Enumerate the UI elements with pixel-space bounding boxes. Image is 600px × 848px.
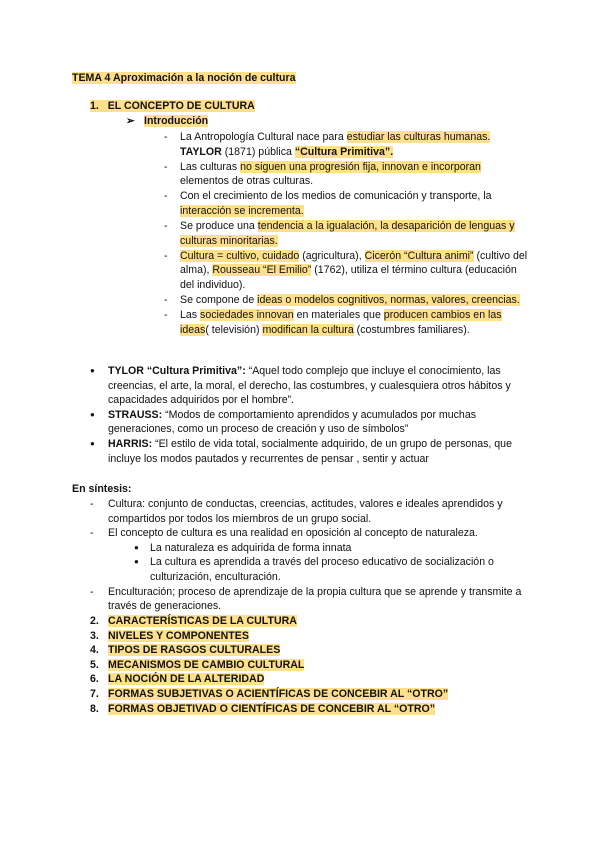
intro-list (162, 130, 532, 338)
synthesis-heading: En síntesis: (72, 483, 132, 495)
definition-taylor: ● TYLOR “Cultura Primitiva”: “Aquel todo complejo que incluye el conocimiento, las creencias, el arte, la moral, el derecho, las costumbres, y cualesquiera otros hábitos y capacidades adquiridos por el hombre”. (90, 364, 530, 408)
section-heading: 6. LA NOCIÓN DE LA ALTERIDAD (90, 673, 265, 686)
definition-strauss: ● STRAUSS: “Modos de comportamiento aprendidos y acumulados por muchas generaciones, como un proceso de creación y uso de símbolos” (90, 408, 530, 437)
list-item: - Las sociedades innovan en materiales que producen cambios en las ideas( televisión) modifican la cultura (costumbres familiares). (162, 308, 532, 337)
section-heading: 3. NIVELES Y COMPONENTES (90, 629, 249, 642)
section-1-number: 1. (90, 100, 99, 112)
section-heading: 7. FORMAS SUBJETIVAS O ACIENTÍFICAS DE CONCEBIR AL “OTRO” (90, 687, 449, 700)
section-headings (90, 614, 448, 716)
section-1-heading (90, 99, 255, 114)
synthesis-sublist (108, 541, 530, 585)
section-heading: 4. TIPOS DE RASGOS CULTURALES (90, 644, 281, 657)
list-item: ● La naturaleza es adquirida de forma innata (134, 541, 530, 556)
list-item: ● La cultura es aprendida a través del proceso educativo de socialización o culturización, enculturación. (134, 555, 530, 584)
list-item: - La Antropología Cultural nace para estudiar las culturas humanas. TAYLOR (1871) pública “Cultura Primitiva”. (162, 130, 532, 159)
list-item: - Se produce una tendencia a la igualación, la desaparición de lenguas y culturas minoritarias. (162, 219, 532, 248)
list-item: - Se compone de ideas o modelos cognitivos, normas, valores, creencias. (162, 293, 532, 308)
list-item: - Cultura = cultivo, cuidado (agricultura), Cicerón “Cultura animi” (cultivo del alma), Rousseau “El Emilio” (1762), utiliza el término cultura (educación del individuo). (162, 249, 532, 293)
document-title (72, 71, 296, 86)
list-item: - Enculturación; proceso de aprendizaje de la propia cultura que se aprende y transmite a través de generaciones. (90, 585, 530, 614)
definition-harris: ● HARRIS: “El estilo de vida total, socialmente adquirido, de un grupo de personas, que incluye los modos pautados y recurrentes de pensar , sentir y actuar (90, 437, 530, 466)
list-item: - Con el crecimiento de los medios de comunicación y transporte, la interacción se incrementa. (162, 189, 532, 218)
intro-heading (126, 114, 208, 129)
list-item: - El concepto de cultura es una realidad en oposición al concepto de naturaleza. ● La naturaleza es adquirida de forma innata ● La cultura es aprendida a través del proceso educativo de socialización o culturización, enculturación. (90, 526, 530, 584)
synthesis-list (90, 497, 530, 614)
arrow-icon: ➢ (126, 115, 135, 127)
title-text: TEMA 4 Aproximación a la noción de cultura (72, 72, 296, 84)
definitions-list (90, 364, 530, 466)
section-heading: 8. FORMAS OBJETIVAD O CIENTÍFICAS DE CONCEBIR AL “OTRO” (90, 702, 436, 715)
section-heading: 5. MECANISMOS DE CAMBIO CULTURAL (90, 658, 305, 671)
section-heading: 2. CARACTERÍSTICAS DE LA CULTURA (90, 615, 297, 627)
section-1-label: EL CONCEPTO DE CULTURA (107, 100, 255, 112)
list-item: - Las culturas no siguen una progresión fija, innovan e incorporan elementos de otras culturas. (162, 160, 532, 189)
intro-label: Introducción (144, 115, 209, 127)
list-item: - Cultura: conjunto de conductas, creencias, actitudes, valores e ideales aprendidos y compartidos por todos los miembros de un grupo social. (90, 497, 530, 526)
